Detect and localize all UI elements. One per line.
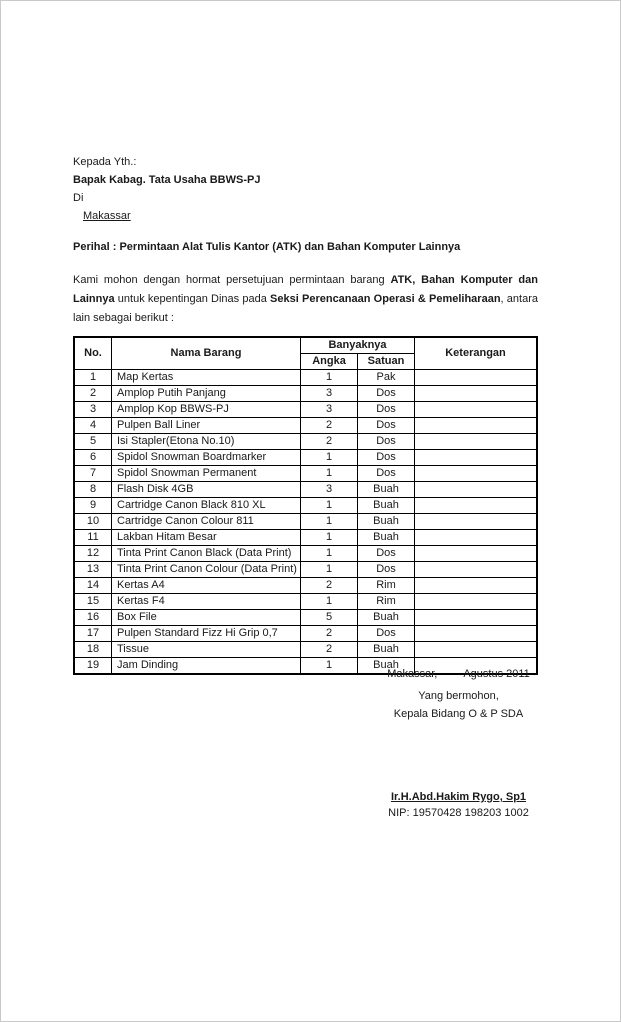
cell-nama: Tinta Print Canon Colour (Data Print)	[112, 562, 301, 578]
cell-keterangan	[415, 514, 538, 530]
table-row	[74, 402, 537, 418]
cell-angka: 1	[301, 530, 358, 546]
cell-no: 6	[74, 450, 112, 466]
cell-no: 3	[74, 402, 112, 418]
body-paragraph	[73, 271, 538, 328]
body-part1: Kami mohon dengan hormat persetujuan permintaan barang	[73, 274, 391, 286]
recipient-city-text: Makassar	[83, 210, 131, 222]
table-row	[74, 530, 537, 546]
cell-nama: Pulpen Standard Fizz Hi Grip 0,7	[112, 626, 301, 642]
signature-position: Kepala Bidang O & P SDA	[393, 708, 524, 720]
cell-angka: 1	[301, 562, 358, 578]
body-bold2: Seksi Perencanaan Operasi & Pemeliharaan	[270, 293, 501, 305]
cell-angka: 1	[301, 450, 358, 466]
cell-no: 13	[74, 562, 112, 578]
cell-satuan: Dos	[358, 562, 415, 578]
cell-angka: 1	[301, 466, 358, 482]
cell-keterangan	[415, 386, 538, 402]
cell-nama: Amplop Kop BBWS-PJ	[112, 402, 301, 418]
header-no: No.	[74, 337, 112, 370]
table-row	[74, 562, 537, 578]
cell-no: 4	[74, 418, 112, 434]
body-part3: , antara lain sebagai berikut :	[73, 293, 538, 324]
table-row	[74, 370, 537, 386]
cell-nama: Spidol Snowman Permanent	[112, 466, 301, 482]
cell-no: 17	[74, 626, 112, 642]
recipient-city	[83, 207, 538, 225]
cell-nama: Cartridge Canon Colour 811	[112, 514, 301, 530]
table-row	[74, 418, 537, 434]
cell-nama: Cartridge Canon Black 810 XL	[112, 498, 301, 514]
body-part2: untuk kepentingan Dinas pada	[114, 293, 271, 305]
cell-nama: Lakban Hitam Besar	[112, 530, 301, 546]
cell-satuan: Dos	[358, 402, 415, 418]
header-nama-barang: Nama Barang	[112, 337, 301, 370]
cell-angka: 1	[301, 594, 358, 610]
table-row	[74, 498, 537, 514]
cell-satuan: Rim	[358, 578, 415, 594]
cell-no: 9	[74, 498, 112, 514]
cell-no: 1	[74, 370, 112, 386]
subject-line: Perihal : Permintaan Alat Tulis Kantor (ATK) dan Bahan Komputer Lainnya	[73, 241, 461, 253]
cell-satuan: Buah	[358, 658, 415, 675]
cell-angka: 2	[301, 578, 358, 594]
cell-satuan: Dos	[358, 546, 415, 562]
cell-keterangan	[415, 498, 538, 514]
cell-nama: Spidol Snowman Boardmarker	[112, 450, 301, 466]
cell-satuan: Dos	[358, 466, 415, 482]
table-body	[74, 370, 537, 675]
cell-no: 11	[74, 530, 112, 546]
table-row	[74, 642, 537, 658]
cell-no: 7	[74, 466, 112, 482]
cell-satuan: Rim	[358, 594, 415, 610]
cell-keterangan	[415, 434, 538, 450]
cell-no: 10	[74, 514, 112, 530]
cell-satuan: Buah	[358, 610, 415, 626]
letter-content	[73, 153, 538, 675]
cell-no: 12	[74, 546, 112, 562]
cell-satuan: Buah	[358, 514, 415, 530]
table-row	[74, 482, 537, 498]
table-row	[74, 450, 537, 466]
cell-no: 18	[74, 642, 112, 658]
table-row	[74, 514, 537, 530]
cell-keterangan	[415, 562, 538, 578]
cell-nama: Map Kertas	[112, 370, 301, 386]
cell-keterangan	[415, 450, 538, 466]
cell-satuan: Buah	[358, 530, 415, 546]
table-row	[74, 626, 537, 642]
recipient-name: Bapak Kabag. Tata Usaha BBWS-PJ	[73, 174, 261, 186]
cell-satuan: Dos	[358, 626, 415, 642]
body-bold1: ATK, Bahan Komputer dan Lainnya	[73, 274, 538, 305]
cell-angka: 3	[301, 482, 358, 498]
cell-angka: 2	[301, 434, 358, 450]
cell-no: 16	[74, 610, 112, 626]
cell-keterangan	[415, 610, 538, 626]
signature-block	[351, 665, 566, 821]
cell-satuan: Buah	[358, 642, 415, 658]
cell-angka: 1	[301, 658, 358, 675]
items-table	[73, 336, 538, 675]
cell-angka: 1	[301, 514, 358, 530]
cell-nama: Amplop Putih Panjang	[112, 386, 301, 402]
cell-satuan: Buah	[358, 482, 415, 498]
cell-angka: 2	[301, 642, 358, 658]
cell-nama: Pulpen Ball Liner	[112, 418, 301, 434]
cell-keterangan	[415, 594, 538, 610]
header-angka: Angka	[301, 354, 358, 370]
cell-keterangan	[415, 546, 538, 562]
cell-angka: 2	[301, 626, 358, 642]
cell-keterangan	[415, 626, 538, 642]
signature-city: Makassar,	[387, 668, 438, 680]
cell-keterangan	[415, 466, 538, 482]
cell-nama: Tissue	[112, 642, 301, 658]
cell-keterangan	[415, 402, 538, 418]
cell-keterangan	[415, 578, 538, 594]
recipient-salutation: Kepada Yth.:	[73, 156, 137, 168]
cell-keterangan	[415, 530, 538, 546]
cell-angka: 1	[301, 370, 358, 386]
cell-angka: 5	[301, 610, 358, 626]
cell-angka: 3	[301, 402, 358, 418]
cell-keterangan	[415, 482, 538, 498]
cell-no: 2	[74, 386, 112, 402]
cell-satuan: Buah	[358, 498, 415, 514]
cell-nama: Tinta Print Canon Black (Data Print)	[112, 546, 301, 562]
cell-satuan: Dos	[358, 418, 415, 434]
cell-no: 5	[74, 434, 112, 450]
signature-nip: NIP: 19570428 198203 1002	[388, 807, 529, 819]
cell-satuan: Pak	[358, 370, 415, 386]
cell-keterangan	[415, 642, 538, 658]
cell-keterangan	[415, 418, 538, 434]
cell-angka: 1	[301, 546, 358, 562]
cell-satuan: Dos	[358, 434, 415, 450]
cell-angka: 2	[301, 418, 358, 434]
cell-nama: Kertas F4	[112, 594, 301, 610]
table-row	[74, 466, 537, 482]
cell-nama: Kertas A4	[112, 578, 301, 594]
cell-nama: Jam Dinding	[112, 658, 301, 675]
cell-keterangan	[415, 370, 538, 386]
cell-satuan: Dos	[358, 386, 415, 402]
cell-angka: 1	[301, 498, 358, 514]
table-row	[74, 594, 537, 610]
signature-place-date	[351, 665, 566, 683]
header-keterangan: Keterangan	[415, 337, 538, 370]
table-row	[74, 546, 537, 562]
header-satuan: Satuan	[358, 354, 415, 370]
signature-name: Ir.H.Abd.Hakim Rygo, Sp1	[390, 791, 527, 803]
items-table-header	[74, 337, 537, 370]
signature-date: Agustus 2011	[463, 668, 530, 680]
table-row	[74, 610, 537, 626]
header-banyaknya: Banyaknya	[301, 337, 415, 354]
cell-no: 19	[74, 658, 112, 675]
cell-nama: Box File	[112, 610, 301, 626]
cell-nama: Isi Stapler(Etona No.10)	[112, 434, 301, 450]
recipient-di: Di	[73, 192, 84, 204]
cell-no: 14	[74, 578, 112, 594]
cell-nama: Flash Disk 4GB	[112, 482, 301, 498]
table-row	[74, 434, 537, 450]
table-row	[74, 386, 537, 402]
cell-angka: 3	[301, 386, 358, 402]
cell-no: 15	[74, 594, 112, 610]
cell-satuan: Dos	[358, 450, 415, 466]
table-row	[74, 578, 537, 594]
cell-no: 8	[74, 482, 112, 498]
signature-applicant: Yang bermohon,	[418, 690, 499, 702]
